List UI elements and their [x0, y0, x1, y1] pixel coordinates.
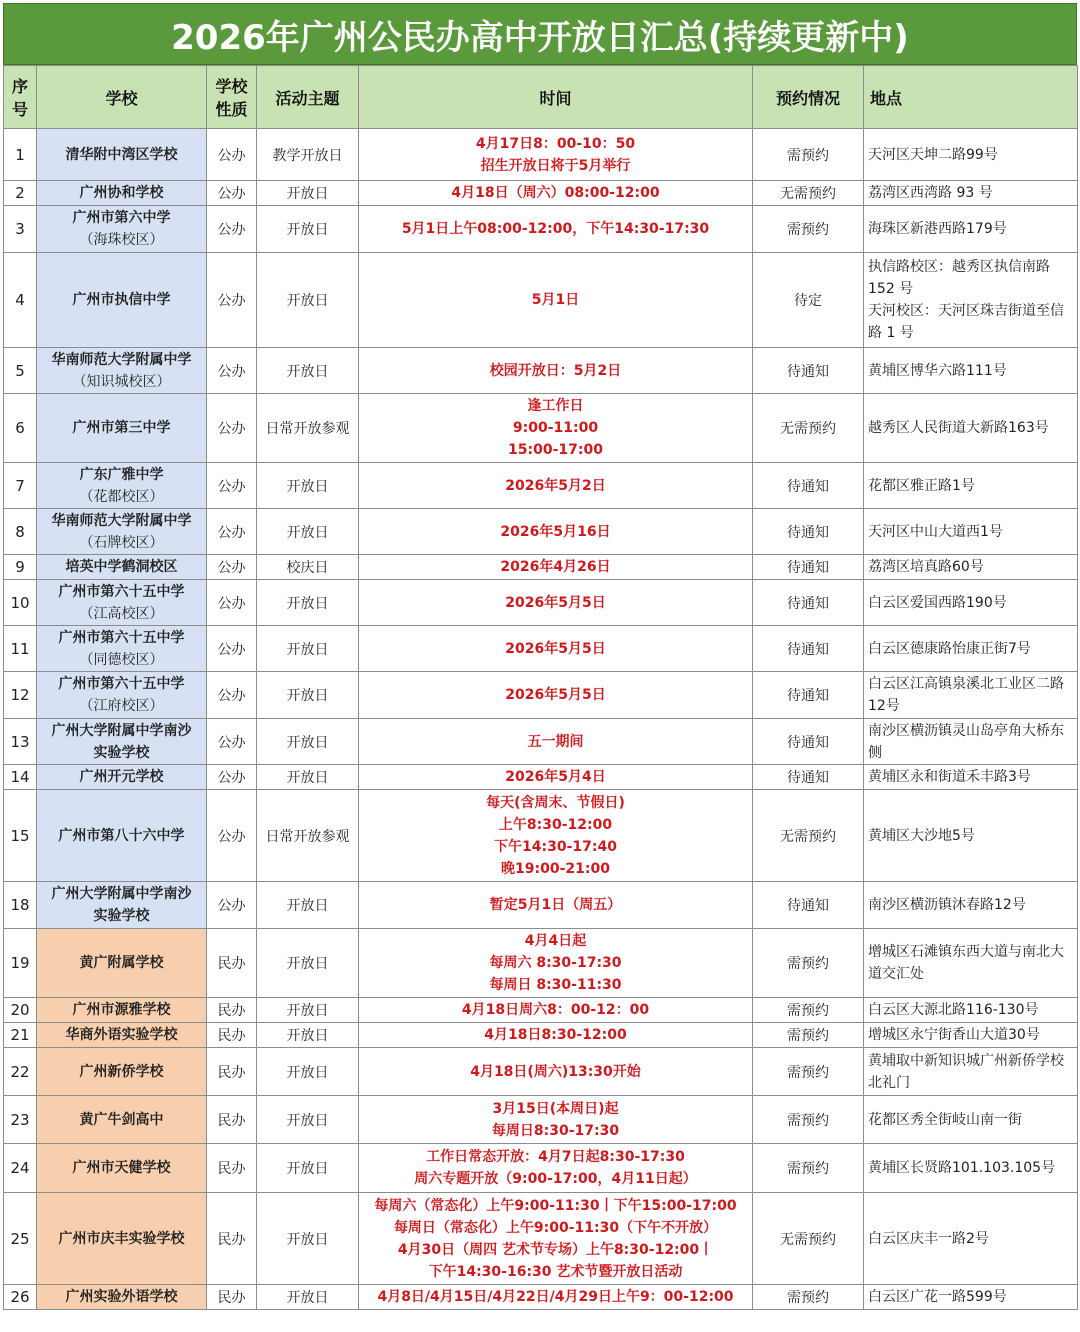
school-address: 黄埔区博华六路111号: [864, 348, 1078, 394]
school-type: 公办: [207, 580, 257, 626]
event-time: 4月18日(周六)13:30开始: [359, 1048, 753, 1096]
school-address: 花都区雅正路1号: [864, 463, 1078, 509]
activity-theme: 日常开放参观: [257, 394, 359, 463]
reservation-status: 待通知: [753, 626, 864, 672]
event-time: 4月18日周六8：00-12：00: [359, 998, 753, 1023]
row-number: 19: [4, 929, 37, 998]
reservation-status: 待通知: [753, 882, 864, 929]
table-row: [4, 463, 1078, 509]
event-time: 3月15日(本周日)起 每周日8:30-17:30: [359, 1096, 753, 1144]
table-row: [4, 129, 1078, 181]
reservation-status: 需预约: [753, 1096, 864, 1144]
event-time: 2026年5月16日: [359, 509, 753, 555]
table-row: [4, 1285, 1078, 1310]
school-type: 公办: [207, 394, 257, 463]
activity-theme: 开放日: [257, 1096, 359, 1144]
reservation-status: 无需预约: [753, 394, 864, 463]
school-address: 白云区爱国西路190号: [864, 580, 1078, 626]
row-number: 12: [4, 672, 37, 719]
school-name: 华南师范大学附属中学 （石牌校区）: [37, 509, 207, 555]
school-name: 广州实验外语学校: [37, 1285, 207, 1310]
header-type: 学校 性质: [207, 66, 257, 129]
activity-theme: 开放日: [257, 463, 359, 509]
school-type: 民办: [207, 1048, 257, 1096]
school-type: 公办: [207, 672, 257, 719]
row-number: 26: [4, 1285, 37, 1310]
reservation-status: 待通知: [753, 463, 864, 509]
header-theme: 活动主题: [257, 66, 359, 129]
school-name: 广州市执信中学: [37, 253, 207, 348]
row-number: 24: [4, 1144, 37, 1193]
school-type: 民办: [207, 1193, 257, 1285]
school-type: 公办: [207, 509, 257, 555]
event-time: 5月1日上午08:00-12:00，下午14:30-17:30: [359, 206, 753, 253]
school-name: 广州协和学校: [37, 181, 207, 206]
row-number: 6: [4, 394, 37, 463]
row-number: 13: [4, 719, 37, 765]
activity-theme: 开放日: [257, 626, 359, 672]
event-time: 2026年5月2日: [359, 463, 753, 509]
table-row: [4, 1144, 1078, 1193]
school-address: 执信路校区：越秀区执信南路152 号 天河校区：天河区珠吉街道至信路 1 号: [864, 253, 1078, 348]
school-address: 黄埔区长贤路101.103.105号: [864, 1144, 1078, 1193]
school-name: 广州市第三中学: [37, 394, 207, 463]
table-row: [4, 509, 1078, 555]
school-name: 广州市第六十五中学 （江高校区）: [37, 580, 207, 626]
table-row: [4, 929, 1078, 998]
schedule-sheet: [3, 3, 1077, 1310]
activity-theme: 开放日: [257, 181, 359, 206]
row-number: 3: [4, 206, 37, 253]
event-time: 2026年5月5日: [359, 672, 753, 719]
event-time: 4月18日8:30-12:00: [359, 1023, 753, 1048]
school-address: 天河区中山大道西1号: [864, 509, 1078, 555]
school-name: 广州市第六十五中学 （江府校区）: [37, 672, 207, 719]
table-row: [4, 348, 1078, 394]
school-type: 公办: [207, 882, 257, 929]
activity-theme: 开放日: [257, 509, 359, 555]
school-address: 白云区大源北路116-130号: [864, 998, 1078, 1023]
school-type: 公办: [207, 626, 257, 672]
table-row: [4, 998, 1078, 1023]
row-number: 22: [4, 1048, 37, 1096]
school-address: 白云区庆丰一路2号: [864, 1193, 1078, 1285]
table-row: [4, 626, 1078, 672]
event-time: 每周六（常态化）上午9:00-11:30丨下午15:00-17:00 每周日（常态化）上午9:00-11:30（下午不开放） 4月30日（周四 艺术节专场）上午8:30-12:00丨 下午14:30-16:30 艺术节暨开放日活动: [359, 1193, 753, 1285]
row-number: 2: [4, 181, 37, 206]
school-address: 南沙区横沥镇沐春路12号: [864, 882, 1078, 929]
activity-theme: 开放日: [257, 1193, 359, 1285]
activity-theme: 开放日: [257, 882, 359, 929]
reservation-status: 需预约: [753, 998, 864, 1023]
school-type: 公办: [207, 790, 257, 882]
reservation-status: 需预约: [753, 1048, 864, 1096]
header-time: 时间: [359, 66, 753, 129]
reservation-status: 需预约: [753, 929, 864, 998]
row-number: 4: [4, 253, 37, 348]
row-number: 10: [4, 580, 37, 626]
school-address: 越秀区人民街道大新路163号: [864, 394, 1078, 463]
table-row: [4, 719, 1078, 765]
school-name: 广州开元学校: [37, 765, 207, 790]
activity-theme: 日常开放参观: [257, 790, 359, 882]
reservation-status: 待通知: [753, 580, 864, 626]
activity-theme: 开放日: [257, 253, 359, 348]
table-row: [4, 555, 1078, 580]
school-address: 白云区江高镇泉溪北工业区二路12号: [864, 672, 1078, 719]
reservation-status: 需预约: [753, 1285, 864, 1310]
school-name: 广州市第六十五中学 （同德校区）: [37, 626, 207, 672]
event-time: 2026年4月26日: [359, 555, 753, 580]
school-name: 广州大学附属中学南沙 实验学校: [37, 882, 207, 929]
school-address: 增城区永宁街香山大道30号: [864, 1023, 1078, 1048]
row-number: 15: [4, 790, 37, 882]
event-time: 每天(含周末、节假日) 上午8:30-12:00 下午14:30-17:40 晚19:00-21:00: [359, 790, 753, 882]
reservation-status: 无需预约: [753, 790, 864, 882]
school-type: 民办: [207, 998, 257, 1023]
reservation-status: 待通知: [753, 509, 864, 555]
table-row: [4, 394, 1078, 463]
event-time: 校园开放日：5月2日: [359, 348, 753, 394]
table-body: [4, 129, 1078, 1310]
school-name: 广州市天健学校: [37, 1144, 207, 1193]
school-name: 培英中学鹤洞校区: [37, 555, 207, 580]
school-type: 公办: [207, 348, 257, 394]
school-type: 公办: [207, 555, 257, 580]
reservation-status: 待通知: [753, 348, 864, 394]
row-number: 5: [4, 348, 37, 394]
row-number: 23: [4, 1096, 37, 1144]
event-time: 4月18日（周六）08:00-12:00: [359, 181, 753, 206]
event-time: 逢工作日 9:00-11:00 15:00-17:00: [359, 394, 753, 463]
row-number: 18: [4, 882, 37, 929]
activity-theme: 教学开放日: [257, 129, 359, 181]
reservation-status: 无需预约: [753, 1193, 864, 1285]
activity-theme: 开放日: [257, 929, 359, 998]
row-number: 8: [4, 509, 37, 555]
header-address: 地点: [864, 66, 1078, 129]
school-type: 公办: [207, 463, 257, 509]
row-number: 7: [4, 463, 37, 509]
reservation-status: 需预约: [753, 1023, 864, 1048]
reservation-status: 需预约: [753, 206, 864, 253]
reservation-status: 待通知: [753, 719, 864, 765]
activity-theme: 开放日: [257, 1285, 359, 1310]
school-type: 公办: [207, 129, 257, 181]
event-time: 4月8日/4月15日/4月22日/4月29日上午9：00-12:00: [359, 1285, 753, 1310]
header-row: [4, 66, 1078, 129]
school-type: 公办: [207, 181, 257, 206]
header-reservation: 预约情况: [753, 66, 864, 129]
school-type: 公办: [207, 765, 257, 790]
row-number: 11: [4, 626, 37, 672]
school-address: 荔湾区西湾路 93 号: [864, 181, 1078, 206]
school-name: 广州新侨学校: [37, 1048, 207, 1096]
school-name: 黄广附属学校: [37, 929, 207, 998]
table-row: [4, 1096, 1078, 1144]
table-row: [4, 882, 1078, 929]
reservation-status: 待定: [753, 253, 864, 348]
table-row: [4, 790, 1078, 882]
school-address: 天河区天坤二路99号: [864, 129, 1078, 181]
event-time: 4月4日起 每周六 8:30-17:30 每周日 8:30-11:30: [359, 929, 753, 998]
school-type: 公办: [207, 719, 257, 765]
activity-theme: 开放日: [257, 1144, 359, 1193]
school-address: 增城区石滩镇东西大道与南北大道交汇处: [864, 929, 1078, 998]
reservation-status: 需预约: [753, 129, 864, 181]
school-address: 南沙区横沥镇灵山岛亭角大桥东侧: [864, 719, 1078, 765]
event-time: 2026年5月5日: [359, 626, 753, 672]
school-name: 清华附中湾区学校: [37, 129, 207, 181]
row-number: 14: [4, 765, 37, 790]
activity-theme: 开放日: [257, 765, 359, 790]
school-name: 广州市庆丰实验学校: [37, 1193, 207, 1285]
table-row: [4, 1048, 1078, 1096]
reservation-status: 待通知: [753, 672, 864, 719]
school-address: 黄埔区永和街道禾丰路3号: [864, 765, 1078, 790]
school-name: 华南师范大学附属中学 （知识城校区）: [37, 348, 207, 394]
table-row: [4, 1023, 1078, 1048]
school-type: 民办: [207, 929, 257, 998]
table-row: [4, 765, 1078, 790]
school-address: 白云区广花一路599号: [864, 1285, 1078, 1310]
school-name: 广州市源雅学校: [37, 998, 207, 1023]
school-type: 民办: [207, 1144, 257, 1193]
activity-theme: 开放日: [257, 998, 359, 1023]
activity-theme: 开放日: [257, 1023, 359, 1048]
school-type: 公办: [207, 253, 257, 348]
school-address: 白云区德康路怡康正街7号: [864, 626, 1078, 672]
school-type: 民办: [207, 1023, 257, 1048]
reservation-status: 待通知: [753, 765, 864, 790]
school-type: 民办: [207, 1285, 257, 1310]
event-time: 暂定5月1日（周五）: [359, 882, 753, 929]
school-address: 黄埔取中新知识城广州新侨学校北礼门: [864, 1048, 1078, 1096]
school-name: 华商外语实验学校: [37, 1023, 207, 1048]
schedule-table: [3, 65, 1078, 1310]
reservation-status: 需预约: [753, 1144, 864, 1193]
table-row: [4, 253, 1078, 348]
table-row: [4, 181, 1078, 206]
activity-theme: 开放日: [257, 206, 359, 253]
header-school: 学校: [37, 66, 207, 129]
school-name: 黄广牛剑高中: [37, 1096, 207, 1144]
school-name: 广州市第六中学 （海珠校区）: [37, 206, 207, 253]
activity-theme: 校庆日: [257, 555, 359, 580]
row-number: 1: [4, 129, 37, 181]
row-number: 21: [4, 1023, 37, 1048]
activity-theme: 开放日: [257, 348, 359, 394]
event-time: 4月17日8：00-10：50 招生开放日将于5月举行: [359, 129, 753, 181]
reservation-status: 待通知: [753, 555, 864, 580]
activity-theme: 开放日: [257, 580, 359, 626]
reservation-status: 无需预约: [753, 181, 864, 206]
event-time: 2026年5月5日: [359, 580, 753, 626]
activity-theme: 开放日: [257, 1048, 359, 1096]
school-address: 花都区秀全街岐山南一街: [864, 1096, 1078, 1144]
school-address: 海珠区新港西路179号: [864, 206, 1078, 253]
event-time: 五一期间: [359, 719, 753, 765]
row-number: 25: [4, 1193, 37, 1285]
school-type: 公办: [207, 206, 257, 253]
school-address: 黄埔区大沙地5号: [864, 790, 1078, 882]
table-row: [4, 672, 1078, 719]
header-num: 序 号: [4, 66, 37, 129]
table-row: [4, 1193, 1078, 1285]
event-time: 工作日常态开放：4月7日起8:30-17:30 周六专题开放（9:00-17:00，4月11日起）: [359, 1144, 753, 1193]
school-name: 广州大学附属中学南沙 实验学校: [37, 719, 207, 765]
school-address: 荔湾区培真路60号: [864, 555, 1078, 580]
table-row: [4, 580, 1078, 626]
activity-theme: 开放日: [257, 672, 359, 719]
event-time: 5月1日: [359, 253, 753, 348]
activity-theme: 开放日: [257, 719, 359, 765]
school-name: 广东广雅中学 （花都校区）: [37, 463, 207, 509]
school-name: 广州市第八十六中学: [37, 790, 207, 882]
event-time: 2026年5月4日: [359, 765, 753, 790]
table-row: [4, 206, 1078, 253]
row-number: 20: [4, 998, 37, 1023]
school-type: 民办: [207, 1096, 257, 1144]
row-number: 9: [4, 555, 37, 580]
page-title: 2026年广州公民办高中开放日汇总(持续更新中): [3, 3, 1077, 65]
